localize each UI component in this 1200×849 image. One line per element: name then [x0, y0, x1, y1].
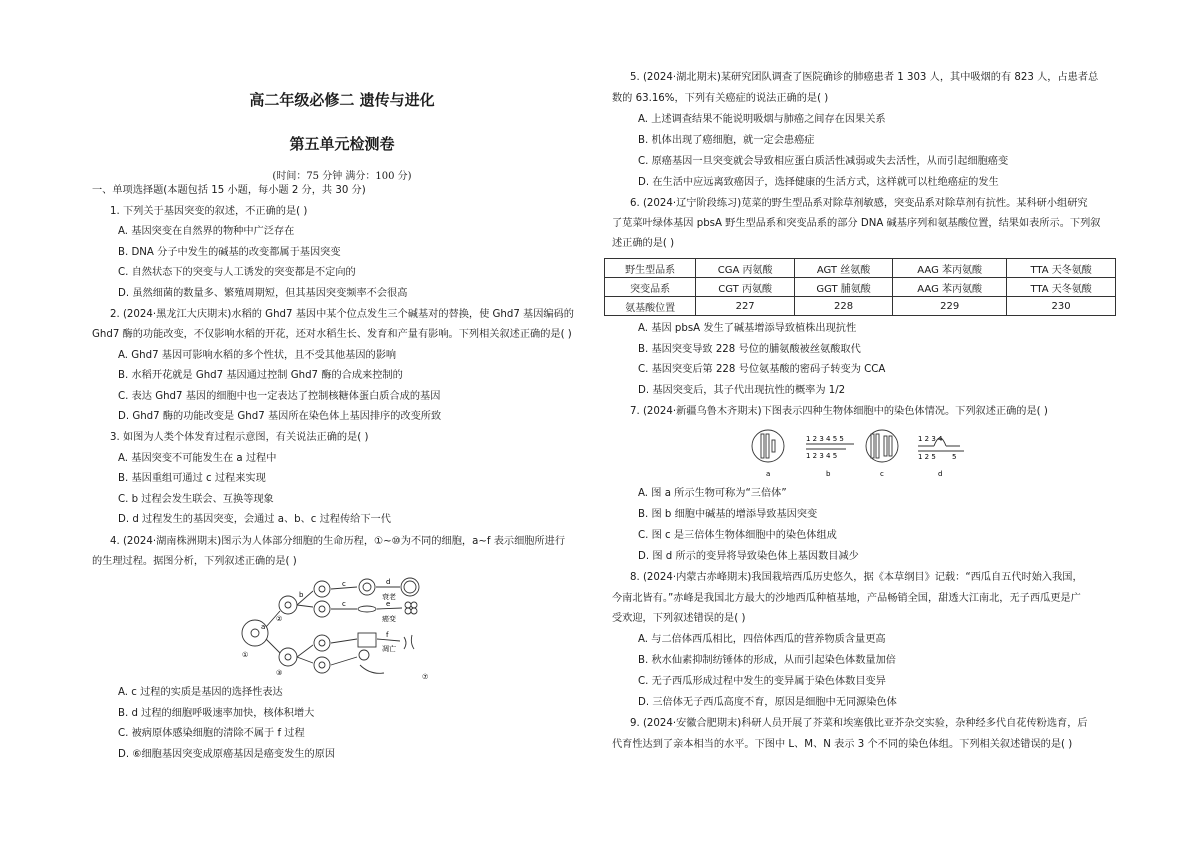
cell-life-history-figure: [232, 575, 452, 683]
question-stem: 了苋菜叶绿体基因 pbsA 野生型品系和突变品系的部分 DNA 碱基序列和氨基酸位置，结果如表所示。下列叙: [612, 218, 1101, 229]
option: D. 基因突变后，其子代出现抗性的概率为 1/2: [638, 385, 846, 396]
question-stem: 7. (2024·新疆乌鲁木齐期末)下图表示四种生物体细胞中的染色体情况。下列叙述正确的是( ): [630, 406, 1048, 417]
option: B. 基因突变导致 228 号位的脯氨酸被丝氨酸取代: [638, 344, 861, 355]
question-stem: 代育性达到了亲本相当的水平。下图中 L、M、N 表示 3 个不同的染色体组。下列相关叙述错误的是( ): [612, 739, 1073, 750]
table-row: [605, 297, 1116, 316]
option: B. 图 b 细胞中碱基的增添导致基因突变: [638, 509, 818, 520]
dna-sequence-table: [604, 258, 1116, 316]
chromosome-figure: [750, 422, 966, 482]
label-b: b: [826, 470, 831, 478]
option: C. 被病原体感染细胞的清除不属于 f 过程: [118, 728, 305, 739]
option: C. 图 c 是三倍体生物体细胞中的染色体组成: [638, 530, 837, 541]
question-stem: 4. (2024·湖南株洲期末)图示为人体部分细胞的生命历程，①~⑩为不同的细胞，a~f 表示细胞所进行: [110, 536, 566, 547]
question-stem: 2. (2024·黑龙江大庆期末)水稻的 Ghd7 基因中某个位点发生三个碱基对的替换，使 Ghd7 基因编码的: [110, 309, 574, 320]
table-cell: AAG 苯丙氨酸: [893, 259, 1007, 278]
option: D. 在生活中应远离致癌因子，选择健康的生活方式，这样就可以杜绝癌症的发生: [638, 177, 999, 188]
question-stem: 5. (2024·湖北期末)某研究团队调查了医院确诊的肺癌患者 1 303 人，其中吸烟的有 823 人，占患者总: [630, 72, 1099, 83]
table-cell: TTA 天冬氨酸: [1007, 259, 1116, 278]
cell-6: [314, 635, 330, 651]
table-cell: 228: [794, 297, 892, 316]
cell-a: [752, 430, 784, 462]
option: C. b 过程会发生联会、互换等现象: [118, 494, 274, 505]
label-c: c: [342, 580, 346, 588]
table-cell: 227: [696, 297, 795, 316]
exam-meta: (时间：75 分钟 满分：100 分): [272, 171, 412, 182]
label-a: a: [261, 623, 266, 631]
label-cell-3: ③: [276, 669, 283, 677]
question-stem: 受欢迎，下列叙述错误的是( ): [612, 613, 746, 624]
b-top-labels: 1 2 3 4 5 5: [806, 435, 844, 443]
d-top-labels: 1 2 3 4: [918, 435, 943, 443]
question-stem: 的生理过程。据图分析，下列叙述正确的是( ): [92, 556, 297, 567]
option: B. DNA 分子中发生的碱基的改变都属于基因突变: [118, 247, 341, 258]
option: A. 图 a 所示生物可称为“三倍体”: [638, 488, 787, 499]
label-c2: c: [342, 600, 346, 608]
label-c: c: [880, 470, 884, 478]
question-stem: Ghd7 酶的功能改变，不仅影响水稻的开花，还对水稻生长、发育和产量有影响。下列相关叙述正确的是( ): [92, 329, 572, 340]
option: A. 基因突变不可能发生在 a 过程中: [118, 453, 277, 464]
label-apoptosis: 凋亡: [382, 645, 396, 653]
option: A. Ghd7 基因可影响水稻的多个性状，且不受其他基因的影响: [118, 350, 397, 361]
option: A. 上述调查结果不能说明吸烟与肺癌之间存在因果关系: [638, 114, 886, 125]
question-stem: 6. (2024·辽宁阶段练习)苋菜的野生型品系对除草剂敏感，突变品系对除草剂有抗性。某科研小组研究: [630, 198, 1088, 209]
table-cell: CGT 丙氨酸: [696, 278, 795, 297]
table-cell: CGA 丙氨酸: [696, 259, 795, 278]
option: B. d 过程的细胞呼吸速率加快，核体积增大: [118, 708, 315, 719]
option: D. Ghd7 酶的功能改变是 Ghd7 基因所在染色体上基因排序的改变所致: [118, 411, 442, 422]
option: D. 图 d 所示的变异将导致染色体上基因数目减少: [638, 551, 859, 562]
cell-3: [279, 648, 297, 666]
label-f: f: [386, 631, 389, 639]
option: B. 秋水仙素抑制纺锤体的形成，从而引起染色体数量加倍: [638, 655, 896, 666]
option: B. 基因重组可通过 c 过程来实现: [118, 473, 266, 484]
label-cell-7: ⑦: [422, 673, 429, 681]
question-stem: 今南北皆有。”赤峰是我国北方最大的沙地西瓜种植基地，产品畅销全国，甜透大江南北，无子西瓜更是广: [612, 593, 1081, 604]
table-cell: 230: [1007, 297, 1116, 316]
table-cell: 野生型品系: [605, 259, 696, 278]
cell-7: [314, 657, 330, 673]
label-aging: 衰老: [382, 593, 396, 601]
option: D. ⑥细胞基因突变成原癌基因是癌变发生的原因: [118, 749, 336, 760]
option: A. 与二倍体西瓜相比，四倍体西瓜的营养物质含量更高: [638, 634, 886, 645]
table-cell: 氨基酸位置: [605, 297, 696, 316]
label-b: b: [299, 591, 304, 599]
b-bottom-labels: 1 2 3 4 5: [806, 452, 838, 460]
table-cell: 突变品系: [605, 278, 696, 297]
table-cell: AAG 苯丙氨酸: [893, 278, 1007, 297]
label-cell-1: ①: [242, 651, 249, 659]
table-cell: TTA 天冬氨酸: [1007, 278, 1116, 297]
option: A. c 过程的实质是基因的选择性表达: [118, 687, 283, 698]
label-d: d: [938, 470, 943, 478]
option: D. 三倍体无子西瓜高度不育，原因是细胞中无同源染色体: [638, 697, 897, 708]
option: C. 自然状态下的突变与人工诱发的突变都是不定向的: [118, 267, 356, 278]
question-stem: 1. 下列关于基因突变的叙述，不正确的是( ): [110, 206, 308, 217]
option: D. 虽然细菌的数量多、繁殖周期短，但其基因突变频率不会很高: [118, 288, 408, 299]
option: A. 基因突变在自然界的物种中广泛存在: [118, 226, 295, 237]
page-title: 高二年级必修二 遗传与进化: [249, 91, 435, 109]
cell-4: [314, 581, 330, 597]
page-subtitle: 第五单元检测卷: [289, 135, 395, 153]
cell-2: [279, 596, 297, 614]
table-row: [605, 278, 1116, 297]
cell-5: [314, 601, 330, 617]
option: C. 无子西瓜形成过程中发生的变异属于染色体数目变异: [638, 676, 886, 687]
label-a: a: [766, 470, 771, 478]
option: A. 基因 pbsA 发生了碱基增添导致植株出现抗性: [638, 323, 857, 334]
section-heading: 一、单项选择题(本题包括 15 小题，每小题 2 分，共 30 分): [92, 185, 366, 196]
d-bottom-right-label: 5: [952, 453, 957, 461]
chromosome-b: [806, 444, 854, 449]
question-stem: 9. (2024·安徽合肥期末)科研人员开展了芥菜和埃塞俄比亚芥杂交实验，杂种经多代自花传粉选育，后: [630, 718, 1088, 729]
d-bottom-labels: 1 2 5: [918, 453, 936, 461]
option: B. 水稻开花就是 Ghd7 基因通过控制 Ghd7 酶的合成来控制的: [118, 370, 403, 381]
option: B. 机体出现了癌细胞，就一定会患癌症: [638, 135, 815, 146]
table-cell: AGT 丝氨酸: [794, 259, 892, 278]
table-cell: 229: [893, 297, 1007, 316]
option: C. 基因突变后第 228 号位氨基酸的密码子转变为 CCA: [638, 364, 886, 375]
question-stem: 述正确的是( ): [612, 238, 675, 249]
option: D. d 过程发生的基因突变，会通过 a、b、c 过程传给下一代: [118, 514, 391, 525]
label-e: e: [386, 600, 391, 608]
label-cell-2: ②: [276, 615, 283, 623]
table-cell: GGT 脯氨酸: [794, 278, 892, 297]
question-stem: 3. 如图为人类个体发育过程示意图，有关说法正确的是( ): [110, 432, 369, 443]
label-d: d: [386, 578, 391, 586]
label-cancer: 癌变: [382, 615, 396, 623]
question-stem: 数的 63.16%，下列有关癌症的说法正确的是( ): [612, 93, 829, 104]
option: C. 表达 Ghd7 基因的细胞中也一定表达了控制核糖体蛋白质合成的基因: [118, 391, 441, 402]
option: C. 原癌基因一旦突变就会导致相应蛋白质活性减弱或失去活性，从而引起细胞癌变: [638, 156, 1009, 167]
table-row: [605, 259, 1116, 278]
question-stem: 8. (2024·内蒙古赤峰期末)我国栽培西瓜历史悠久，据《本草纲目》记载：“西瓜自五代时始入我国，: [630, 572, 1083, 583]
